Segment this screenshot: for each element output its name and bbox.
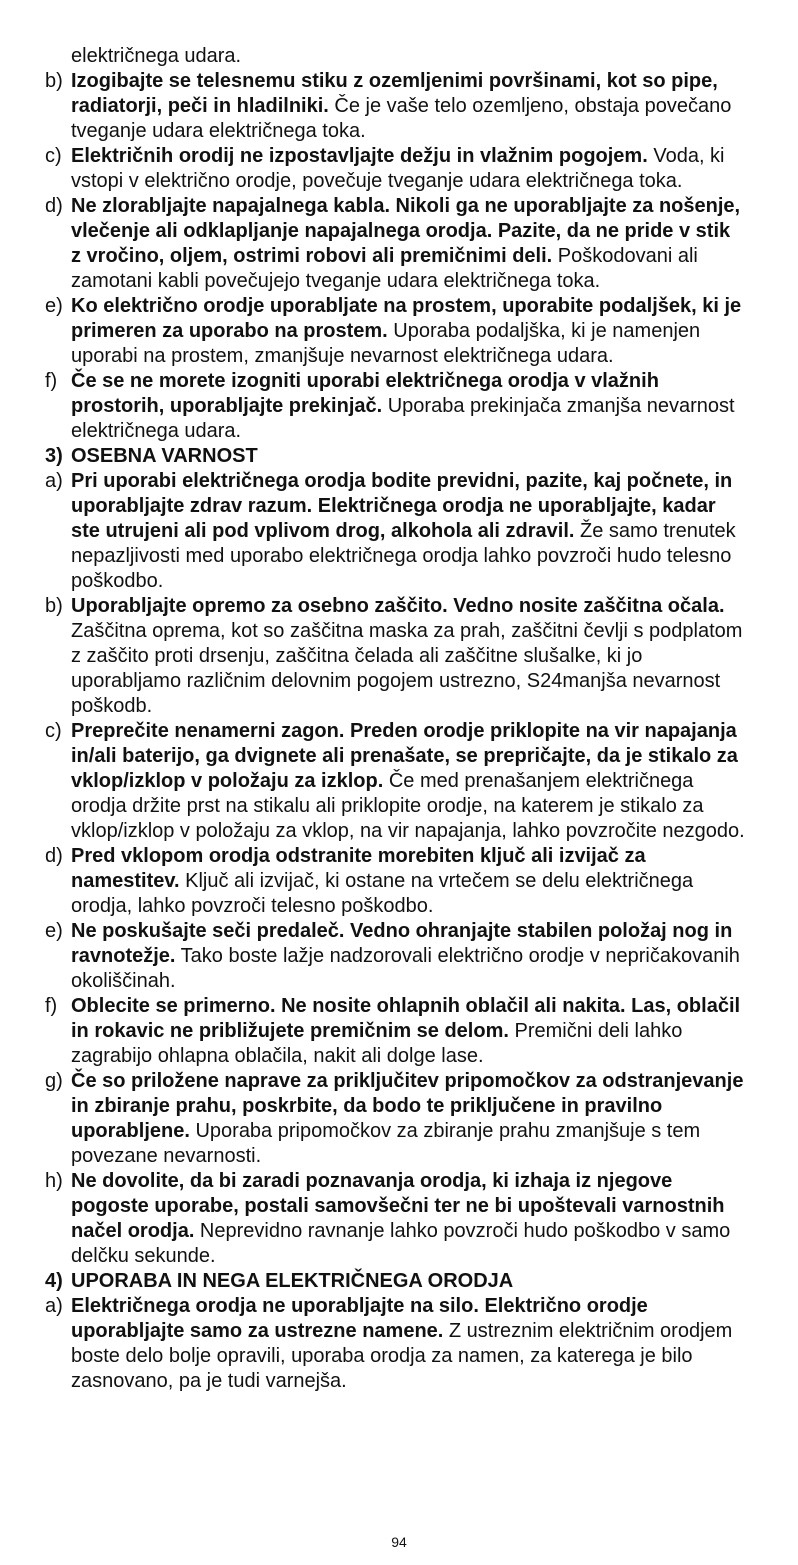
item-bold-text: Če se ne morete izogniti uporabi električnega orodja v vlažnih prostorih, uporabljajte prekinjač. <box>71 370 659 417</box>
manual-page-body <box>45 44 745 1394</box>
section-power-tool-use-and-care <box>45 1269 745 1394</box>
item-label: a) <box>45 470 63 492</box>
list-item <box>45 69 745 144</box>
item-label: c) <box>45 145 62 167</box>
list-item <box>45 294 745 369</box>
section-personal-safety <box>45 444 745 1269</box>
item-bold-text: Električnega orodja ne uporabljajte na silo. Električno orodje uporabljajte samo za ustrezne namene. <box>71 1295 648 1342</box>
item-bold-text: Ne dovolite, da bi zaradi poznavanja orodja, ki izhaja iz njegove pogoste uporabe, postali samovšečni ter ne bi upoštevali varnostnih načel orodja. <box>71 1170 725 1242</box>
item-regular-text: Uporaba pripomočkov za zbiranje prahu zmanjšuje s tem povezane nevarnosti. <box>71 1120 701 1167</box>
list-item <box>45 144 745 194</box>
item-regular-text: Zaščitna oprema, kot so zaščitna maska za prah, zaščitni čevlji s podplatom z zaščito proti drsenju, zaščitna čelada ali zaščitne slušalke, ki jo uporabljamo različnim delovnim pogojem ustrezno, S24manjša nevarnost poškodb. <box>71 620 743 717</box>
item-label: g) <box>45 1070 63 1092</box>
item-label: b) <box>45 595 63 617</box>
item-label: f) <box>45 370 58 392</box>
page-number: 94 <box>391 1534 407 1550</box>
list-item <box>45 1169 745 1269</box>
item-regular-text: Če med prenašanjem električnega orodja držite prst na stikalu ali priklopite orodje, na katerem je stikalo za vklop/izklop v položaju za vklop, na vir napajanja, lahko povzročite nezgodo. <box>71 770 745 842</box>
section-number: 4) <box>45 1270 63 1292</box>
item-regular-text: Z ustreznim električnim orodjem boste delo bolje opravili, uporaba orodja za namen, za katerega je bilo zasnovano, pa je tudi varnejša. <box>71 1320 733 1392</box>
item-label: b) <box>45 70 63 92</box>
item-bold-text: Če so priložene naprave za priključitev pripomočkov za odstranjevanje in zbiranje prahu, poskrbite, da bodo te priključene in pravilno uporabljene. <box>71 1070 744 1142</box>
item-label: a) <box>45 1295 63 1317</box>
item-text <box>71 1294 745 1394</box>
list-item <box>45 919 745 994</box>
item-regular-text: Uporaba prekinjača zmanjša nevarnost električnega udara. <box>71 395 735 442</box>
section-number: 3) <box>45 445 63 467</box>
item-text <box>71 594 745 719</box>
item-bold-text: Ne zlorabljajte napajalnega kabla. Nikoli ga ne uporabljajte za nošenje, vlečenje ali odklapljanje napajalnega orodja. Pazite, da ne pride v stik z vročino, oljem, ostrimi robovi ali premičnimi deli. <box>71 195 741 267</box>
item-text <box>71 369 745 444</box>
list-item <box>45 469 745 594</box>
item-bold-text: Preprečite nenamerni zagon. Preden orodje priklopite na vir napajanja in/ali baterijo, ga dvignete ali prenašate, se prepričajte, da je stikalo za vklop/izklop v položaju za izklop. <box>71 720 738 792</box>
item-regular-text: Če je vaše telo ozemljeno, obstaja povečano tveganje udara električnega toka. <box>71 95 732 142</box>
section-electrical-safety <box>45 69 745 444</box>
item-regular-text: Poškodovani ali zamotani kabli povečujejo tveganje udara električnega toka. <box>71 245 698 292</box>
section-title: UPORABA IN NEGA ELEKTRIČNEGA ORODJA <box>71 1270 514 1292</box>
item-text <box>71 994 745 1069</box>
item-label: d) <box>45 845 63 867</box>
item-regular-text: Ključ ali izvijač, ki ostane na vrtečem se delu električnega orodja, lahko povzroči telesno poškodbo. <box>71 870 694 917</box>
item-regular-text: Tako boste lažje nadzorovali električno orodje v nepričakovanih okoliščinah. <box>71 945 740 992</box>
item-text <box>71 469 745 594</box>
item-regular-text: Voda, ki vstopi v električno orodje, povečuje tveganje udara električnega toka. <box>71 145 725 192</box>
section-heading <box>45 444 745 469</box>
item-text <box>71 919 745 994</box>
section-heading <box>45 1269 745 1294</box>
item-label: d) <box>45 195 63 217</box>
item-label: e) <box>45 920 63 942</box>
item-text <box>71 844 745 919</box>
item-text <box>71 144 745 194</box>
list-item <box>45 994 745 1069</box>
list-item <box>45 369 745 444</box>
section-title: OSEBNA VARNOST <box>71 445 258 467</box>
list-item <box>45 1294 745 1394</box>
item-text <box>71 719 745 844</box>
item-text <box>71 294 745 369</box>
item-regular-text: Neprevidno ravnanje lahko povzroči hudo poškodbo v samo delčku sekunde. <box>71 1220 731 1267</box>
item-regular-text: Uporaba podaljška, ki je namenjen uporabi na prostem, zmanjšuje nevarnost električnega udara. <box>71 320 701 367</box>
item-text <box>71 69 745 144</box>
item-bold-text: Pred vklopom orodja odstranite morebiten ključ ali izvijač za namestitev. <box>71 845 646 892</box>
list-item <box>45 719 745 844</box>
item-label: c) <box>45 720 62 742</box>
continuation-text: električnega udara. <box>71 45 242 67</box>
item-text <box>71 194 745 294</box>
item-bold-text: Ne poskušajte seči predaleč. Vedno ohranjajte stabilen položaj nog in ravnotežje. <box>71 920 733 967</box>
item-bold-text: Ko električno orodje uporabljate na prostem, uporabite podaljšek, ki je primeren za uporabo na prostem. <box>71 295 742 342</box>
list-item <box>45 1069 745 1169</box>
item-bold-text: Električnih orodij ne izpostavljajte dežju in vlažnim pogojem. <box>71 145 648 167</box>
item-bold-text: Uporabljajte opremo za osebno zaščito. Vedno nosite zaščitna očala. <box>71 595 725 617</box>
item-label: e) <box>45 295 63 317</box>
item-bold-text: Oblecite se primerno. Ne nosite ohlapnih oblačil ali nakita. Las, oblačil in rokavic ne približujete premičnim se delom. <box>71 995 741 1042</box>
list-item <box>45 194 745 294</box>
item-bold-text: Pri uporabi električnega orodja bodite previdni, pazite, kaj počnete, in uporabljajte zdrav razum. Električnega orodja ne uporabljajte, kadar ste utrujeni ali pod vplivom drog, alkohola ali zdravil. <box>71 470 733 542</box>
list-item <box>45 594 745 719</box>
item-bold-text: Izogibajte se telesnemu stiku z ozemljenimi površinami, kot so pipe, radiatorji, peči in hladilniki. <box>71 70 718 117</box>
item-label: h) <box>45 1170 63 1192</box>
item-text <box>71 1069 745 1169</box>
item-text <box>71 1169 745 1269</box>
item-label: f) <box>45 995 58 1017</box>
item-regular-text: Premični deli lahko zagrabijo ohlapna oblačila, nakit ali dolge lase. <box>71 1020 683 1067</box>
item-regular-text: Že samo trenutek nepazljivosti med uporabo električnega orodja lahko povzroči hudo telesno poškodbo. <box>71 520 736 592</box>
list-item <box>45 844 745 919</box>
